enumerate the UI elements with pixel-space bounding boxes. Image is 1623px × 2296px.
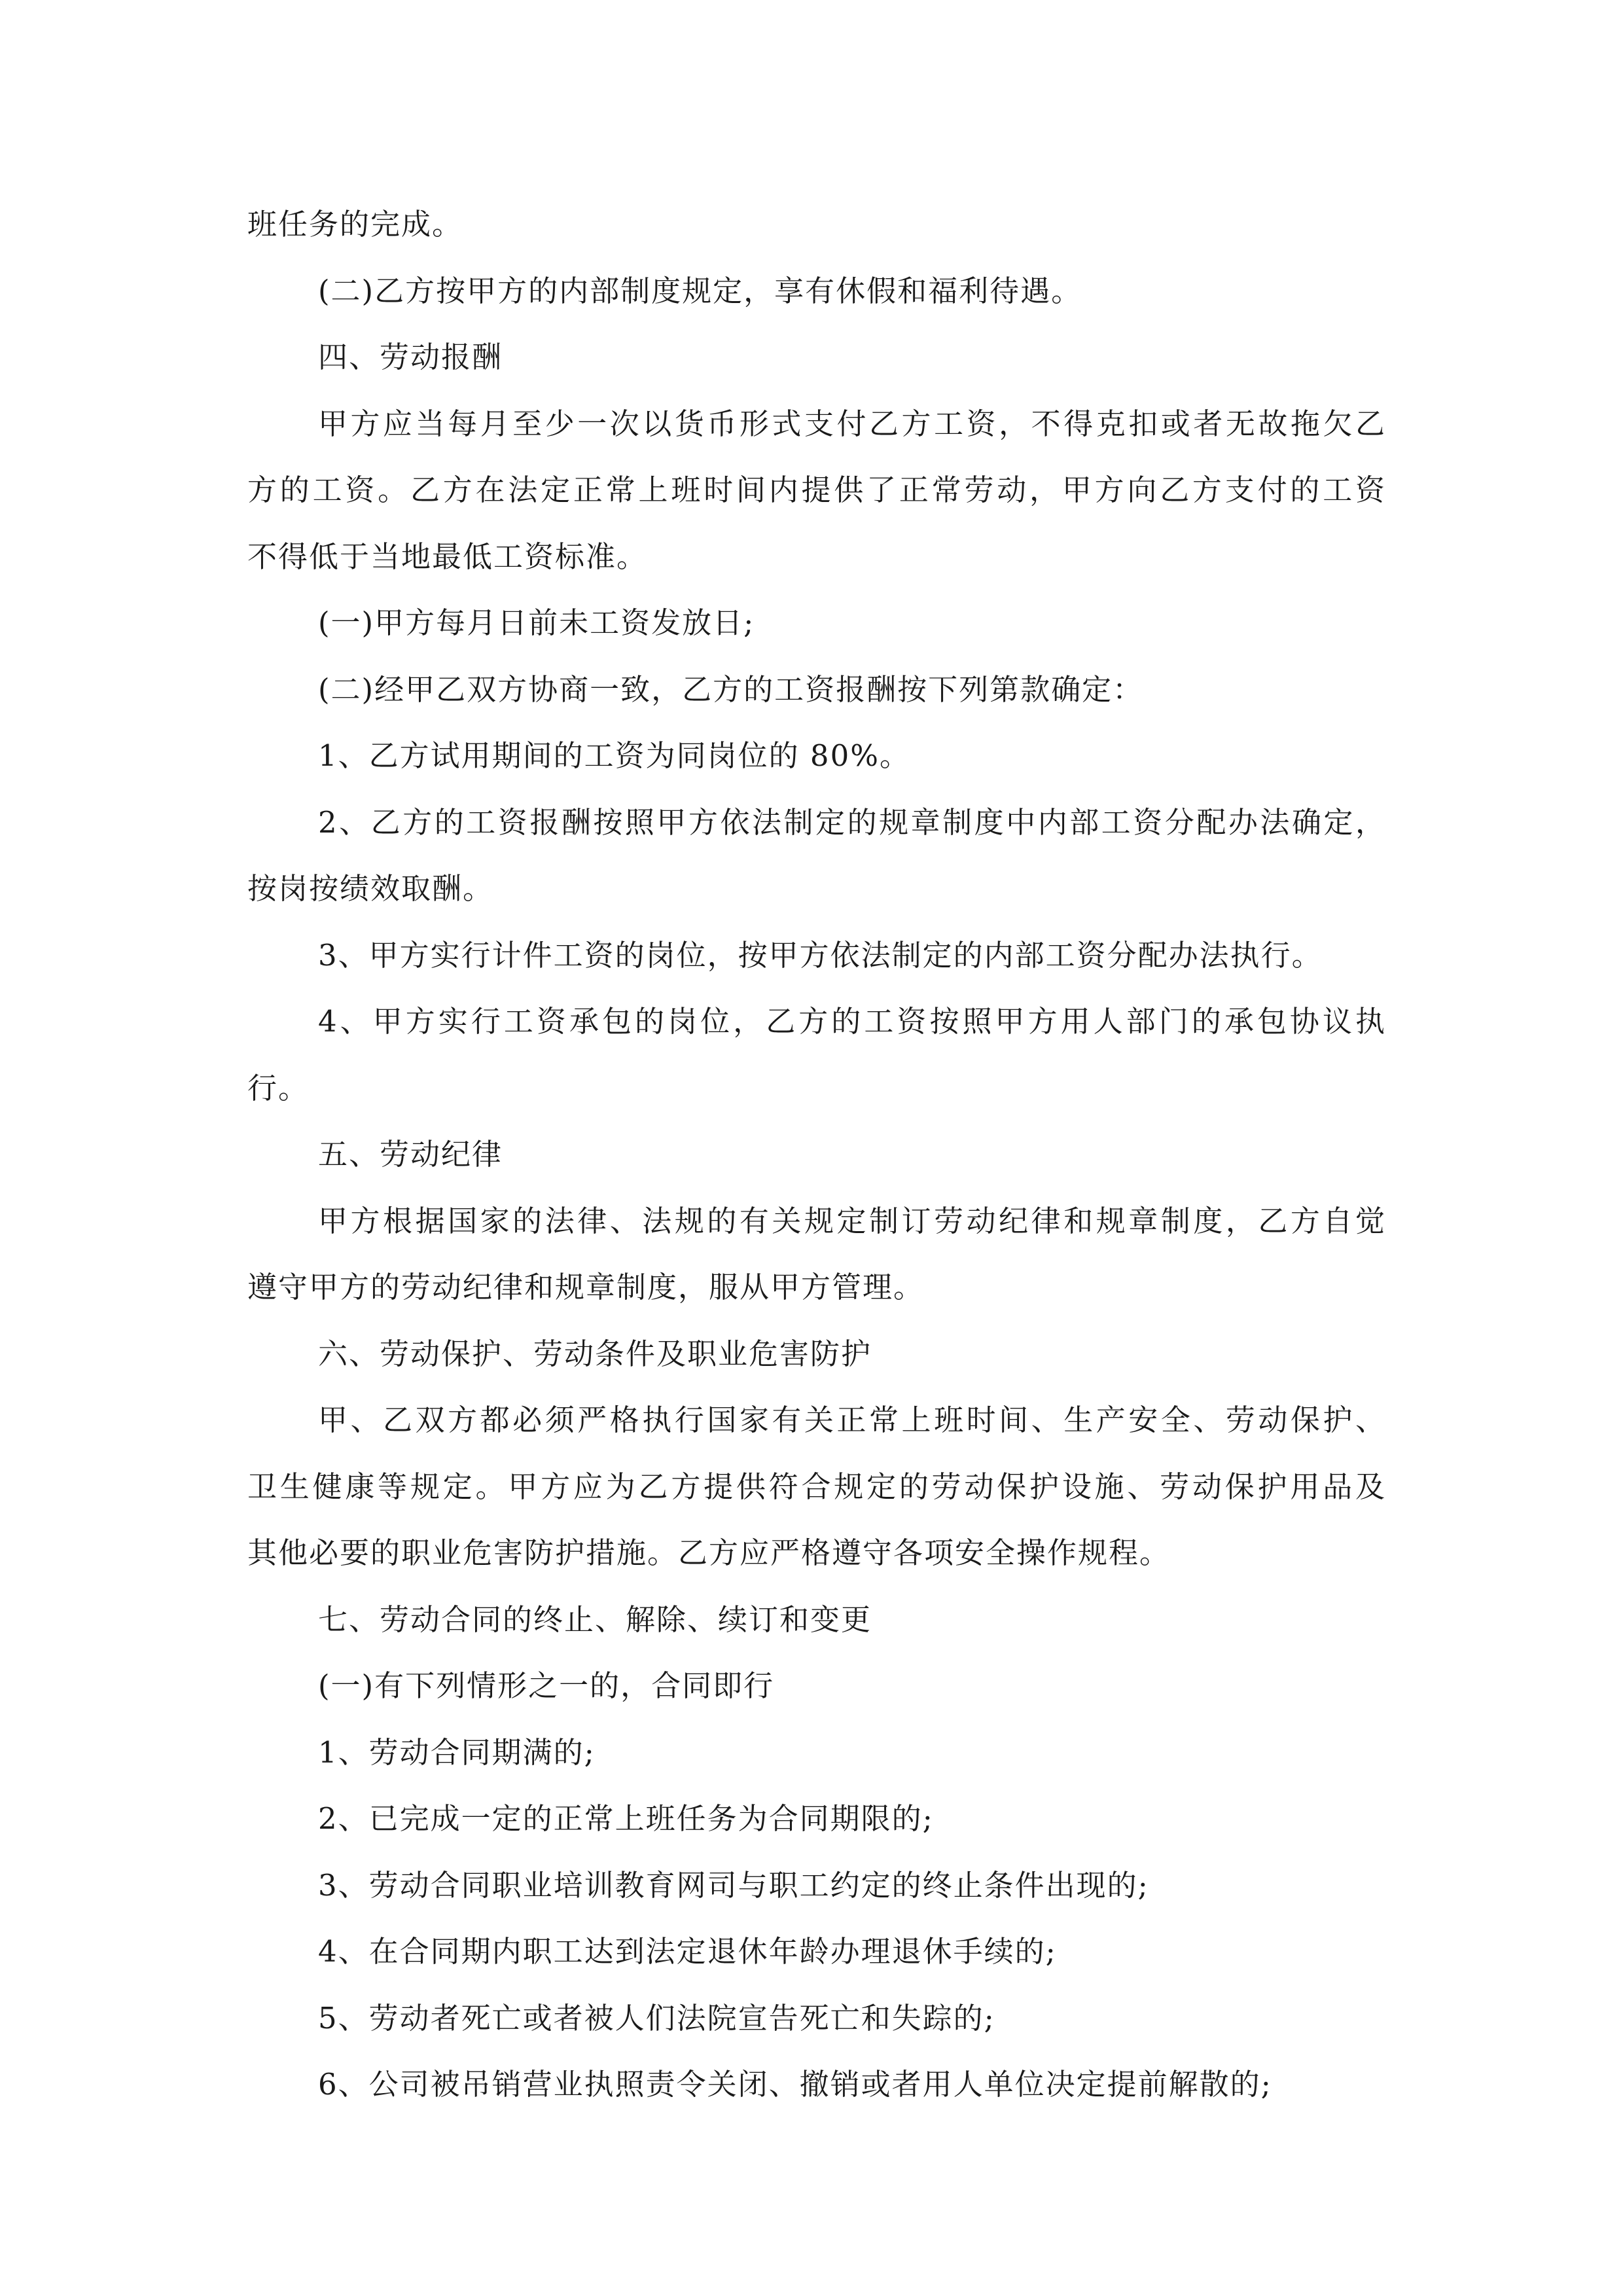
document-body	[247, 191, 1386, 2118]
paragraph-line: 甲、乙双方都必须严格执行国家有关正常上班时间、生产安全、劳动保护、	[318, 1403, 1386, 1437]
paragraph-line: 1、乙方试用期间的工资为同岗位的 80%。	[318, 738, 910, 773]
paragraph-line: 班任务的完成。	[247, 207, 463, 242]
paragraph-line: (一)有下列情形之一的，合同即行	[318, 1668, 775, 1703]
paragraph-line: 2、乙方的工资报酬按照甲方依法制定的规章制度中内部工资分配办法确定，	[318, 804, 1386, 840]
list-item: 3、劳动合同职业培训教育网司与职工约定的终止条件出现的;	[318, 1867, 1149, 1903]
paragraph-line: 4、甲方实行工资承包的岗位，乙方的工资按照甲方用人部门的承包协议执	[318, 1004, 1386, 1039]
paragraph-line: 行。	[247, 1070, 310, 1105]
paragraph-line: (一)甲方每月日前未工资发放日;	[318, 605, 755, 640]
section-heading: 六、劳动保护、劳动条件及职业危害防护	[318, 1336, 872, 1371]
list-item: 4、在合同期内职工达到法定退休年龄办理退休手续的;	[318, 1934, 1057, 1969]
paragraph-line: (二)经甲乙双方协商一致，乙方的工资报酬按下列第款确定：	[318, 672, 1144, 707]
paragraph-line: 甲方应当每月至少一次以货币形式支付乙方工资，不得克扣或者无故拖欠乙	[318, 406, 1386, 441]
paragraph-line: 遵守甲方的劳动纪律和规章制度，服从甲方管理。	[247, 1270, 925, 1304]
paragraph-line: 其他必要的职业危害防护措施。乙方应严格遵守各项安全操作规程。	[247, 1535, 1171, 1570]
paragraph-line: 不得低于当地最低工资标准。	[247, 539, 648, 574]
paragraph-line: 甲方根据国家的法律、法规的有关规定制订劳动纪律和规章制度，乙方自觉	[318, 1203, 1386, 1238]
paragraph-line: (二)乙方按甲方的内部制度规定，享有休假和福利待遇。	[318, 273, 1082, 308]
paragraph-line: 3、甲方实行计件工资的岗位，按甲方依法制定的内部工资分配办法执行。	[318, 937, 1323, 973]
paragraph-line: 卫生健康等规定。甲方应为乙方提供符合规定的劳动保护设施、劳动保护用品及	[247, 1469, 1386, 1504]
list-item: 5、劳动者死亡或者被人们法院宣告死亡和失踪的;	[318, 2000, 995, 2036]
section-heading: 五、劳动纪律	[318, 1137, 503, 1172]
paragraph-line: 方的工资。乙方在法定正常上班时间内提供了正常劳动，甲方向乙方支付的工资	[247, 473, 1386, 507]
list-item: 2、已完成一定的正常上班任务为合同期限的;	[318, 1801, 934, 1836]
paragraph-line: 按岗按绩效取酬。	[247, 871, 494, 906]
section-heading: 四、劳动报酬	[318, 340, 503, 374]
list-item: 6、公司被吊销营业执照责令关闭、撤销或者用人单位决定提前解散的;	[318, 2067, 1272, 2102]
list-item: 1、劳动合同期满的;	[318, 1734, 596, 1770]
section-heading: 七、劳动合同的终止、解除、续订和变更	[318, 1602, 872, 1637]
